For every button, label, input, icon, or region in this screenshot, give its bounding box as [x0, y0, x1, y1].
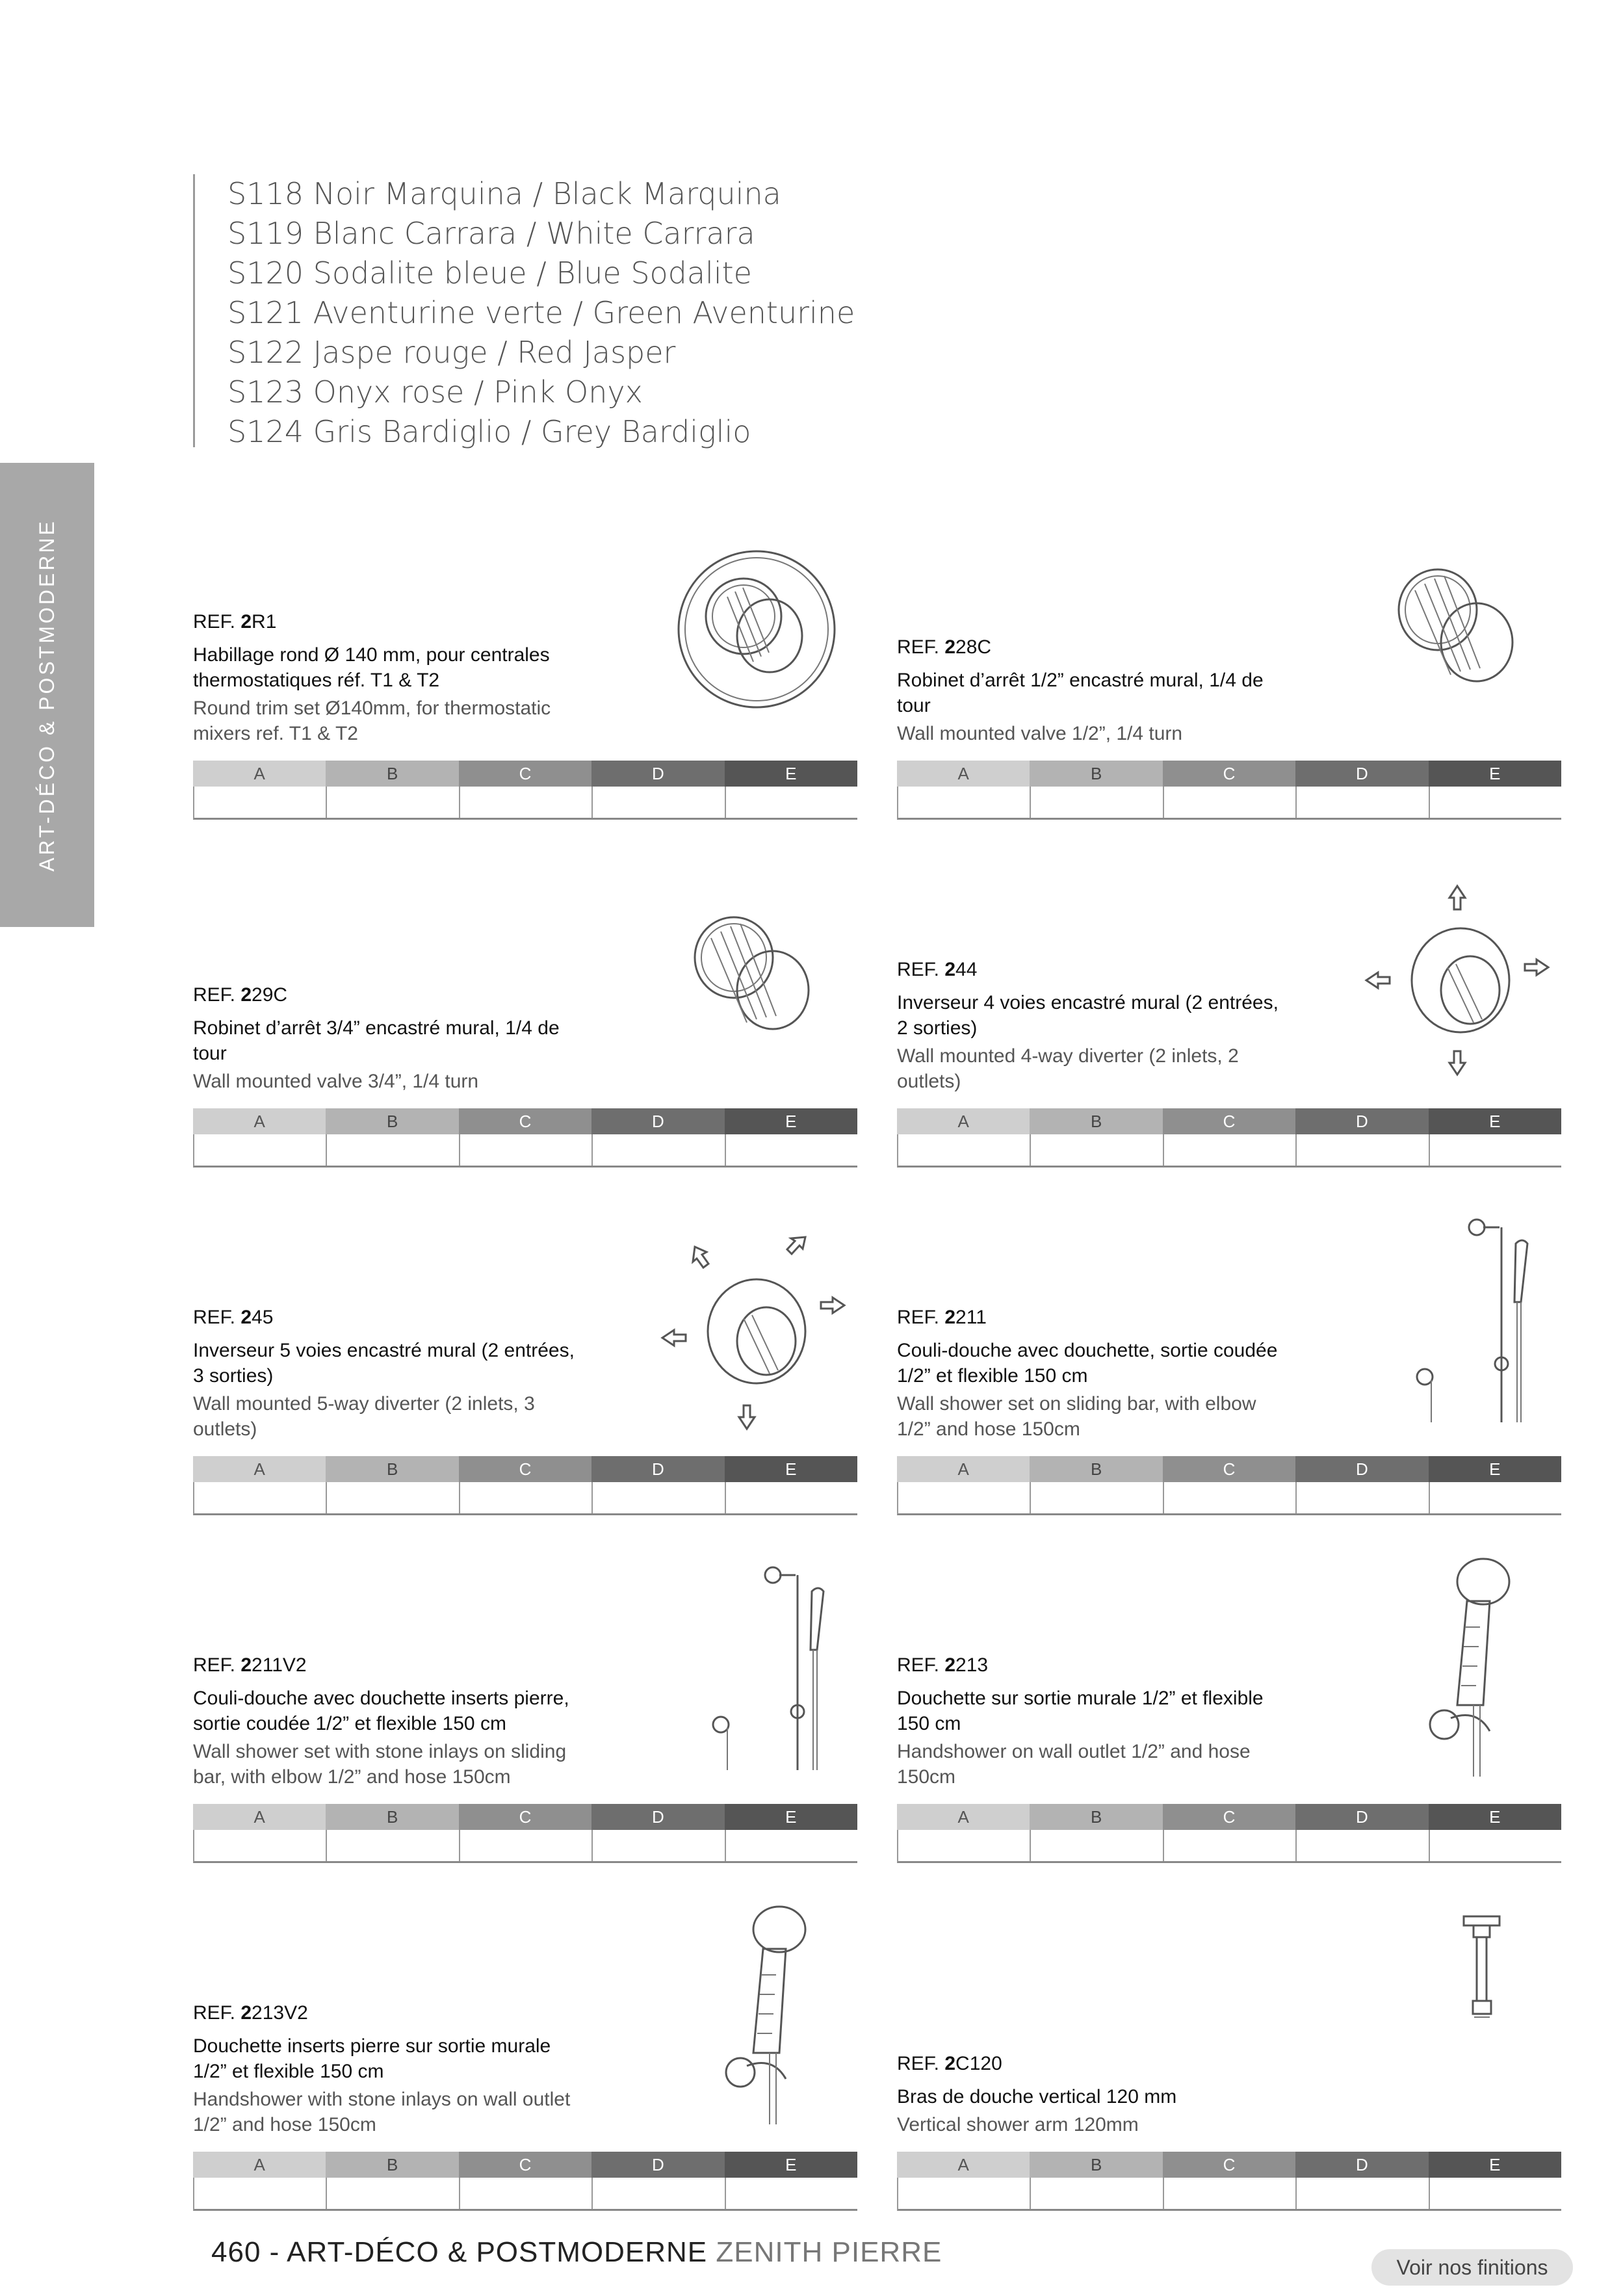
finish-grid-header-cell: D — [1295, 761, 1428, 787]
finish-grid-cell[interactable] — [1297, 1830, 1429, 1861]
product-description-en: Handshower with stone inlays on wall outlet 1/2” and hose 150cm — [193, 2089, 571, 2135]
finish-grid-header-cell: C — [1163, 2152, 1295, 2178]
ref-prefix: REF. — [897, 636, 940, 658]
finish-grid-cell[interactable] — [898, 2178, 1031, 2209]
product-card — [897, 855, 1561, 1167]
finish-grid-cell[interactable] — [460, 787, 593, 818]
product-info — [897, 959, 1293, 1094]
product-description-fr: Bras de douche vertical 120 mm — [897, 2086, 1177, 2107]
finish-grid-header-cell: E — [1429, 1456, 1561, 1482]
finish-grid-row — [193, 2178, 857, 2211]
finish-grid-header-cell: E — [1429, 2152, 1561, 2178]
ref-code-rest: 213 — [955, 1654, 989, 1676]
finish-grid-header-cell: D — [591, 1804, 724, 1830]
finish-grid-cell[interactable] — [194, 1134, 327, 1166]
product-ref — [193, 611, 590, 633]
product-card — [897, 1550, 1561, 1862]
ref-code-rest: C120 — [955, 2053, 1002, 2074]
product-description-fr: Couli-douche avec douchette inserts pierre, sortie coudée 1/2” et flexible 150 cm — [193, 1688, 569, 1734]
handshower-icon — [1353, 1556, 1561, 1790]
product-description-en: Wall mounted 4-way diverter (2 inlets, 2 outlets) — [897, 1045, 1239, 1092]
ref-code-bold: 2 — [944, 1654, 956, 1676]
wall-valve-icon — [649, 860, 857, 1094]
finish-grid-header-cell: B — [326, 2152, 458, 2178]
finish-grid-header-cell: B — [326, 1804, 458, 1830]
finish-grid-cell[interactable] — [898, 1482, 1031, 1513]
finish-grid-row — [897, 1134, 1561, 1168]
ref-code-rest: 211 — [955, 1307, 987, 1328]
finish-grid-header-cell: A — [193, 761, 326, 787]
finish-grid-cell[interactable] — [898, 1830, 1031, 1861]
ref-code-bold: 2 — [944, 959, 956, 980]
finish-grid-cell[interactable] — [1164, 1482, 1297, 1513]
footer-section: ART-DÉCO & POSTMODERNE — [287, 2236, 708, 2268]
finish-grid-header-cell: C — [1163, 1108, 1295, 1134]
product-description-fr: Habillage rond Ø 140 mm, pour centrales thermostatiques réf. T1 & T2 — [193, 644, 550, 691]
finish-grid-header-cell: E — [725, 1456, 857, 1482]
finish-grid-cell[interactable] — [460, 1482, 593, 1513]
finish-grid-header-cell: D — [1295, 1108, 1428, 1134]
finish-grid-header-cell: C — [1163, 761, 1295, 787]
ref-prefix: REF. — [897, 1307, 940, 1328]
finish-grid-cell[interactable] — [726, 787, 857, 818]
finish-grid-header-cell: B — [326, 1456, 458, 1482]
sliding-bar-icon — [1353, 1208, 1561, 1442]
finish-grid-header — [193, 1108, 857, 1134]
ref-code-bold: 2 — [240, 1654, 252, 1676]
finish-grid-cell[interactable] — [726, 1482, 857, 1513]
finish-grid-cell[interactable] — [1031, 2178, 1163, 2209]
ref-code-rest: 211V2 — [252, 1654, 307, 1676]
finish-grid-cell[interactable] — [726, 2178, 857, 2209]
finish-grid-row — [193, 1482, 857, 1515]
sliding-bar-icon — [649, 1556, 857, 1790]
finish-grid-header-cell: E — [725, 1804, 857, 1830]
product-description-en: Wall mounted valve 1/2”, 1/4 turn — [897, 723, 1183, 744]
finish-grid-cell[interactable] — [327, 1482, 460, 1513]
ref-code-bold: 2 — [944, 1307, 956, 1328]
finish-grid-header-cell: D — [1295, 1804, 1428, 1830]
ref-code-bold: 2 — [240, 2002, 252, 2024]
product-ref — [193, 1307, 590, 1329]
finish-item: S118 Noir Marquina / Black Marquina — [227, 176, 781, 211]
finish-grid — [897, 1108, 1561, 1167]
finish-grid-cell[interactable] — [593, 1830, 725, 1861]
finish-grid-cell[interactable] — [194, 787, 327, 818]
finish-grid-cell[interactable] — [726, 1830, 857, 1861]
finish-grid-header-cell: A — [897, 1456, 1030, 1482]
finish-grid-header-cell: B — [326, 1108, 458, 1134]
finish-grid-header-cell: D — [1295, 1456, 1428, 1482]
finish-grid-header-cell: E — [1429, 761, 1561, 787]
product-ref — [897, 1654, 1293, 1676]
finish-grid — [193, 2152, 857, 2210]
finish-grid-header-cell: D — [591, 2152, 724, 2178]
product-ref — [193, 1654, 590, 1676]
finish-item: S122 Jaspe rouge / Red Jasper — [227, 335, 676, 370]
finish-list — [193, 174, 1038, 447]
product-info — [897, 1654, 1293, 1790]
finish-grid-header-cell: B — [326, 761, 458, 787]
finish-grid-header-cell: B — [1030, 761, 1162, 787]
product-card — [897, 507, 1561, 819]
finish-grid-row — [193, 1830, 857, 1863]
product-description-fr: Douchette sur sortie murale 1/2” et flexible 150 cm — [897, 1688, 1264, 1734]
product-description-en: Vertical shower arm 120mm — [897, 2114, 1139, 2135]
finish-item: S123 Onyx rose / Pink Onyx — [227, 374, 643, 410]
section-side-tab-label: ART-DÉCO & POSTMODERNE — [35, 518, 59, 872]
product-card — [193, 1203, 857, 1515]
finish-grid-cell[interactable] — [1430, 2178, 1561, 2209]
finish-grid-row — [897, 1482, 1561, 1515]
finish-grid-cell[interactable] — [194, 1830, 327, 1861]
product-description-en: Handshower on wall outlet 1/2” and hose 150cm — [897, 1741, 1251, 1788]
product-card — [193, 1550, 857, 1862]
finish-grid-header — [193, 1804, 857, 1830]
finish-grid-header-cell: C — [1163, 1456, 1295, 1482]
finish-grid-cell[interactable] — [327, 787, 460, 818]
ref-prefix: REF. — [193, 1307, 236, 1328]
finish-grid-header-cell: C — [459, 761, 591, 787]
product-ref — [193, 2002, 590, 2024]
page-number: 460 — [211, 2236, 261, 2268]
finish-grid-cell[interactable] — [327, 1134, 460, 1166]
finish-grid-header-cell: A — [193, 1804, 326, 1830]
ref-code-rest: 44 — [955, 959, 978, 980]
ref-prefix: REF. — [897, 2053, 940, 2074]
product-description-en: Wall mounted valve 3/4”, 1/4 turn — [193, 1071, 479, 1092]
ref-code-bold: 2 — [240, 984, 252, 1006]
finish-grid-cell[interactable] — [1430, 787, 1561, 818]
finish-grid-cell[interactable] — [460, 1134, 593, 1166]
finish-item: S121 Aventurine verte / Green Aventurine — [227, 295, 855, 330]
finish-grid-header-cell: B — [1030, 1456, 1162, 1482]
finish-grid-cell[interactable] — [593, 1482, 725, 1513]
finish-grid-cell[interactable] — [1031, 1134, 1163, 1166]
finish-grid-cell[interactable] — [898, 787, 1031, 818]
ref-code-bold: 2 — [240, 611, 252, 633]
finish-grid-header-cell: E — [725, 2152, 857, 2178]
finish-grid-cell[interactable] — [1297, 787, 1429, 818]
finish-grid-cell[interactable] — [194, 2178, 327, 2209]
product-card — [897, 1203, 1561, 1515]
finish-grid-cell[interactable] — [593, 1134, 725, 1166]
finish-grid-header-cell: E — [1429, 1804, 1561, 1830]
finish-grid-header-cell: C — [459, 1804, 591, 1830]
product-info — [193, 1307, 590, 1442]
finish-grid-header — [897, 1804, 1561, 1830]
ref-code-rest: 45 — [252, 1307, 274, 1328]
ref-prefix: REF. — [897, 959, 940, 980]
ref-code-rest: 28C — [955, 636, 992, 658]
finish-grid-header-cell: D — [1295, 2152, 1428, 2178]
product-info — [897, 1307, 1293, 1442]
finish-grid-cell[interactable] — [593, 787, 725, 818]
finish-item: S120 Sodalite bleue / Blue Sodalite — [227, 255, 752, 291]
round-trim-icon — [649, 512, 857, 746]
finish-grid — [897, 761, 1561, 819]
product-description-en: Wall shower set on sliding bar, with elbow 1/2” and hose 150cm — [897, 1393, 1256, 1440]
finish-grid-cell[interactable] — [1031, 787, 1163, 818]
ref-prefix: REF. — [193, 611, 236, 633]
finish-grid-row — [193, 1134, 857, 1168]
finish-grid-header-cell: A — [897, 2152, 1030, 2178]
product-description-fr: Couli-douche avec douchette, sortie coudée 1/2” et flexible 150 cm — [897, 1340, 1278, 1387]
finish-grid-header-cell: D — [591, 1456, 724, 1482]
product-description-en: Wall shower set with stone inlays on sliding bar, with elbow 1/2” and hose 150cm — [193, 1741, 567, 1788]
finish-grid-cell[interactable] — [1164, 787, 1297, 818]
product-ref — [897, 1307, 1293, 1329]
finish-grid-cell[interactable] — [1297, 1482, 1429, 1513]
finish-grid-header-cell: D — [591, 761, 724, 787]
product-description-fr: Inverseur 5 voies encastré mural (2 entrées, 3 sorties) — [193, 1340, 575, 1387]
finish-item: S119 Blanc Carrara / White Carrara — [227, 216, 755, 251]
finish-grid-header — [193, 761, 857, 787]
footer-brand: ZENITH PIERRE — [716, 2236, 942, 2268]
finish-grid — [897, 2152, 1561, 2210]
product-card — [897, 1898, 1561, 2210]
finish-grid-cell[interactable] — [1297, 1134, 1429, 1166]
finish-grid-cell[interactable] — [726, 1134, 857, 1166]
ref-prefix: REF. — [193, 1654, 236, 1676]
finish-grid-cell[interactable] — [327, 1830, 460, 1861]
finish-item: S124 Gris Bardiglio / Grey Bardiglio — [227, 414, 751, 449]
finish-grid-header-cell: A — [897, 1108, 1030, 1134]
product-info — [897, 636, 1293, 746]
finish-grid-row — [193, 787, 857, 820]
finish-grid-header-cell: A — [193, 2152, 326, 2178]
diverter-5way-icon — [649, 1208, 857, 1442]
finish-grid-header-cell: A — [193, 1108, 326, 1134]
product-info — [193, 2002, 590, 2137]
finish-grid-header-cell: C — [459, 2152, 591, 2178]
finish-grid-header-cell: A — [897, 761, 1030, 787]
product-info — [193, 984, 590, 1094]
view-finishes-button[interactable]: Voir nos finitions — [1371, 2249, 1573, 2286]
product-description-fr: Douchette inserts pierre sur sortie murale 1/2” et flexible 150 cm — [193, 2035, 551, 2082]
product-ref — [193, 984, 590, 1006]
finish-grid-cell[interactable] — [460, 1830, 593, 1861]
ref-code-rest: R1 — [252, 611, 277, 633]
finish-grid-cell[interactable] — [1430, 1482, 1561, 1513]
product-info — [897, 2053, 1293, 2137]
finish-grid-header-cell: E — [725, 761, 857, 787]
finish-grid-header — [193, 2152, 857, 2178]
footer-separator: - — [269, 2236, 280, 2268]
finish-grid — [193, 761, 857, 819]
handshower-icon — [649, 1903, 857, 2137]
ref-prefix: REF. — [897, 1654, 940, 1676]
product-description-fr: Robinet d’arrêt 3/4” encastré mural, 1/4 de tour — [193, 1017, 560, 1064]
product-card — [193, 507, 857, 819]
finish-grid-header — [897, 1108, 1561, 1134]
product-info — [193, 611, 590, 746]
product-ref — [897, 2053, 1293, 2075]
finish-grid-header — [193, 1456, 857, 1482]
finish-grid-cell[interactable] — [1031, 1830, 1163, 1861]
finish-grid — [193, 1804, 857, 1862]
finish-grid-header-cell: B — [1030, 1108, 1162, 1134]
ref-prefix: REF. — [193, 2002, 236, 2024]
page-footer — [211, 2236, 942, 2269]
product-ref — [897, 636, 1293, 659]
ref-code-rest: 29C — [252, 984, 288, 1006]
finish-grid-cell[interactable] — [1031, 1482, 1163, 1513]
finish-grid-header — [897, 761, 1561, 787]
product-info — [193, 1654, 590, 1790]
finish-grid-header-cell: E — [1429, 1108, 1561, 1134]
finish-grid-cell[interactable] — [460, 2178, 593, 2209]
finish-grid-cell[interactable] — [1164, 2178, 1297, 2209]
finish-grid-header — [897, 2152, 1561, 2178]
ref-prefix: REF. — [193, 984, 236, 1006]
finish-grid-row — [897, 787, 1561, 820]
ref-code-bold: 2 — [240, 1307, 252, 1328]
finish-grid — [897, 1804, 1561, 1862]
product-description-en: Wall mounted 5-way diverter (2 inlets, 3 outlets) — [193, 1393, 535, 1440]
finish-grid — [193, 1456, 857, 1515]
finish-grid — [897, 1456, 1561, 1515]
finish-grid-cell[interactable] — [327, 2178, 460, 2209]
finish-grid-cell[interactable] — [898, 1134, 1031, 1166]
finish-grid-cell[interactable] — [1164, 1134, 1297, 1166]
finish-grid-cell[interactable] — [1430, 1134, 1561, 1166]
finish-grid-row — [897, 1830, 1561, 1863]
finish-grid-header-cell: C — [1163, 1804, 1295, 1830]
finish-grid-header-cell: C — [459, 1456, 591, 1482]
ref-code-rest: 213V2 — [252, 2002, 308, 2024]
finish-grid-header-cell: B — [1030, 1804, 1162, 1830]
finish-grid-header-cell: E — [725, 1108, 857, 1134]
finish-grid-header-cell: A — [193, 1456, 326, 1482]
product-description-fr: Robinet d’arrêt 1/2” encastré mural, 1/4 de tour — [897, 670, 1264, 716]
product-description-fr: Inverseur 4 voies encastré mural (2 entrées, 2 sorties) — [897, 992, 1279, 1039]
ref-code-bold: 2 — [944, 2053, 956, 2074]
ref-code-bold: 2 — [944, 636, 956, 658]
finish-grid-row — [897, 2178, 1561, 2211]
product-card — [193, 855, 857, 1167]
finish-grid-cell[interactable] — [1164, 1830, 1297, 1861]
finish-grid-header-cell: C — [459, 1108, 591, 1134]
diverter-4way-icon — [1353, 860, 1561, 1094]
finish-grid-cell[interactable] — [1430, 1830, 1561, 1861]
section-side-tab — [0, 463, 94, 927]
finish-grid-header-cell: B — [1030, 2152, 1162, 2178]
finish-grid-cell[interactable] — [593, 2178, 725, 2209]
finish-grid-header — [897, 1456, 1561, 1482]
wall-valve-icon — [1353, 512, 1561, 746]
finish-grid — [193, 1108, 857, 1167]
finish-grid-header-cell: A — [897, 1804, 1030, 1830]
finish-grid-header-cell: D — [591, 1108, 724, 1134]
finish-grid-cell[interactable] — [1297, 2178, 1429, 2209]
product-card — [193, 1898, 857, 2210]
product-description-en: Round trim set Ø140mm, for thermostatic mixers ref. T1 & T2 — [193, 698, 551, 744]
shower-arm-icon — [1353, 1903, 1561, 2137]
finish-grid-cell[interactable] — [194, 1482, 327, 1513]
product-ref — [897, 959, 1293, 981]
